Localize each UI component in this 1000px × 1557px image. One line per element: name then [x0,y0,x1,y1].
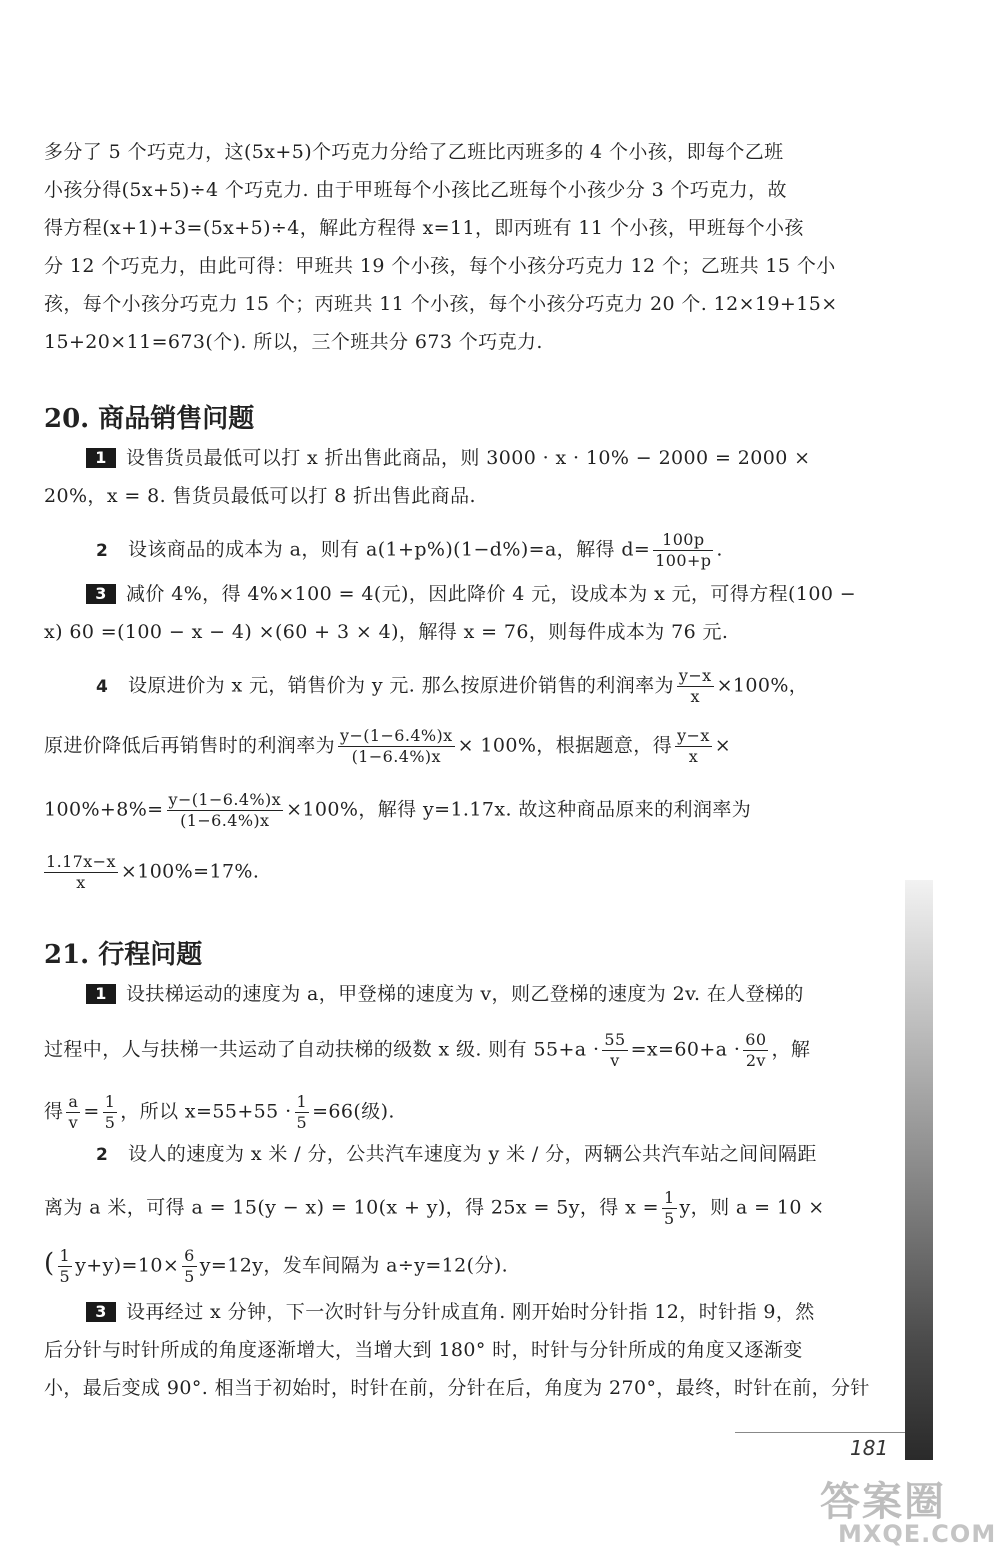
s20-p4-line1: 4 设原进价为 x 元，销售价为 y 元. 那么按原进价销售的利润率为 $\frac{y-x}{x}$ ×100%， [96,666,809,706]
s21-p2-line1: 2 设人的速度为 x 米 / 分，公共汽车速度为 y 米 / 分，两辆公共汽车站之间间隔距 [96,1140,844,1169]
intro-line-3: 得方程(x+1)+3=(5x+5)÷4，解此方程得 x=11，即丙班有 11 个小孩，甲班每个小孩 [44,217,804,239]
s20-p4-line2: 原进价降低后再销售时的利润率为 $\frac{y-(1-6.4\%)x}{(1-6.4\%)x}$ × 100%，根据题意，得 $\frac{y-x}{x}$ × [44,726,732,766]
s20-p1-line1: 1 设售货员最低可以打 x 折出售此商品，则 3000 · x · 10% − 2000 = 2000 × [86,444,844,472]
s21-p1-line1: 1 设扶梯运动的速度为 a，甲登梯的速度为 v，则乙登梯的速度为 2v. 在人登梯的 [86,980,844,1008]
s20-p4-line4: $\frac{1.17x-x}{x}$ ×100%=17%. [46,852,260,892]
intro-line-5: 孩，每个小孩分巧克力 15 个；丙班共 11 个小孩，每个小孩分巧克力 20 个. 12×19+15× [44,293,838,315]
intro-line-6: 15+20×11=673(个). 所以，三个班共分 673 个巧克力. [44,331,543,353]
s21-p3-marker: 3 [86,1302,116,1322]
s21-p1-line2: 过程中，人与扶梯一共运动了自动扶梯的级数 x 级. 则有 55+a · $\frac{55}{v}$ =x=60+a · $\frac{60}{2v}$ ，解 [44,1030,811,1070]
watermark-en: MXQE.COM [838,1520,997,1548]
s21-p1-marker: 1 [86,984,116,1004]
s21-p3-line1: 3 设再经过 x 分钟，下一次时针与分针成直角. 刚开始时分针指 12，时针指 9，然 [86,1298,844,1326]
section-20-title: 20. 商品销售问题 [44,404,255,434]
s21-p3-line3: 小，最后变成 90°. 相当于初始时，时针在前，分针在后，角度为 270°，最终，时针在前，分针 [44,1377,870,1399]
page-number: 181 [850,1436,889,1460]
s21-p2-line2: 离为 a 米，可得 a = 15(y − x) = 10(x + y)，得 25x = 5y，得 x = $\frac{1}{5}$ y，则 a = 10 × [44,1188,825,1228]
site-watermark [820,1470,995,1552]
s20-p2-marker: 2 [96,540,109,561]
intro-line-4: 分 12 个巧克力，由此可得：甲班共 19 个小孩，每个小孩分巧克力 12 个；乙班共 15 个小 [44,255,836,277]
s20-p1-marker: 1 [86,448,116,468]
s21-p1-line3: 得 $\frac{a}{v}$ = $\frac{1}{5}$ ，所以 x=55+55 · $\frac{1}{5}$ =66(级). [44,1092,395,1132]
s20-p3-line2: x) 60 =(100 − x − 4) ×(60 + 3 × 4)，解得 x = 76，则每件成本为 76 元. [44,621,729,643]
s20-p2: 2 设该商品的成本为 a，则有 a(1+p%)(1−d%)=a，解得 d= $\frac{100p}{100+p}$ . [96,530,723,570]
s20-p4-marker: 4 [96,676,109,697]
s20-p4-line3: 100%+8%= $\frac{y-(1-6.4\%)x}{(1-6.4\%)x}$ ×100%，解得 y=1.17x. 故这种商品原来的利润率为 [44,790,752,830]
page-edge-shadow [905,880,933,1460]
s20-p1-line2: 20%，x = 8. 售货员最低可以打 8 折出售此商品. [44,485,476,507]
s20-p3-line1: 3 减价 4%，得 4%×100 = 4(元)，因此降价 4 元，设成本为 x 元，可得方程(100 − [86,580,844,608]
s21-p3-line2: 后分针与时针所成的角度逐渐增大，当增大到 180° 时，时针与分针所成的角度又逐渐变 [44,1339,803,1361]
s21-p2-line3: ( $\frac{1}{5}$ y+y)=10× $\frac{6}{5}$ y=12y，发车间隔为 a÷y=12(分). [44,1246,509,1286]
intro-line-1: 多分了 5 个巧克力，这(5x+5)个巧克力分给了乙班比丙班多的 4 个小孩，即每个乙班 [44,141,784,163]
intro-line-2: 小孩分得(5x+5)÷4 个巧克力. 由于甲班每个小孩比乙班每个小孩少分 3 个巧克力，故 [44,179,787,201]
watermark-cn: 答案圈 [820,1479,946,1525]
s20-p2-fraction: $\frac{100p}{100+p}$ [655,530,712,570]
section-21-title: 21. 行程问题 [44,940,203,970]
footer-rule [735,1432,905,1433]
s20-p3-marker: 3 [86,584,116,604]
s21-p2-marker: 2 [96,1145,109,1165]
